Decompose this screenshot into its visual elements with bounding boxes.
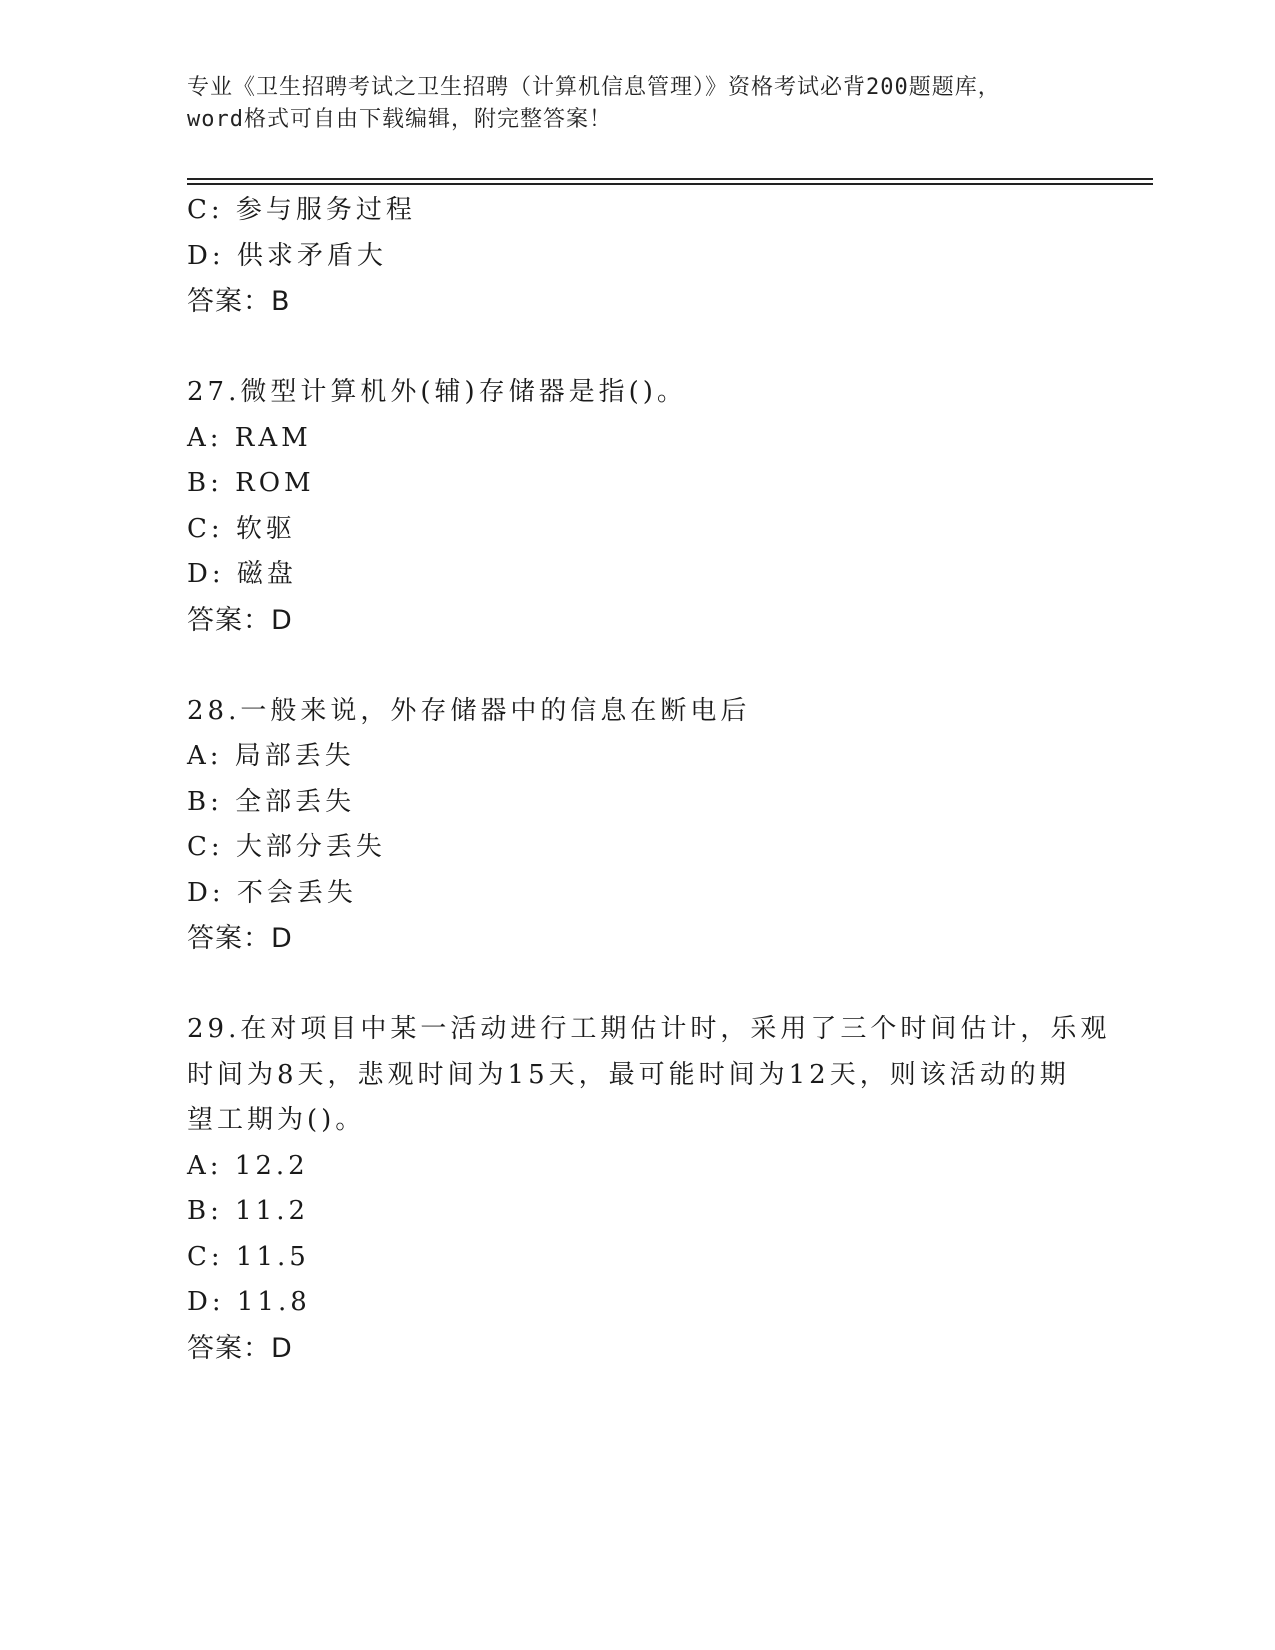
question-text-line1: 29.在对项目中某一活动进行工期估计时，采用了三个时间估计，乐观 bbox=[187, 1014, 1111, 1044]
option-b: B: 11.2 bbox=[187, 1196, 310, 1226]
header-divider-bottom bbox=[187, 183, 1153, 185]
question-28 bbox=[187, 689, 1087, 962]
option-b: B: 全部丢失 bbox=[187, 786, 356, 817]
option-d: D: 11.8 bbox=[187, 1287, 311, 1317]
question-27 bbox=[187, 370, 1087, 643]
question-26-tail bbox=[187, 188, 1087, 325]
header-title-line1: 专业《卫生招聘考试之卫生招聘（计算机信息管理）》资格考试必背200题题库， bbox=[187, 75, 1001, 100]
question-text: 28.一般来说，外存储器中的信息在断电后 bbox=[187, 695, 751, 726]
option-b: B: ROM bbox=[187, 468, 315, 498]
option-d: D: 供求矛盾大 bbox=[187, 240, 387, 271]
question-text-line2: 时间为8天，悲观时间为15天，最可能时间为12天，则该活动的期 bbox=[187, 1059, 1070, 1090]
document-header bbox=[187, 72, 1087, 136]
question-list bbox=[187, 188, 1111, 1371]
question-text: 27.微型计算机外(辅)存储器是指()。 bbox=[187, 377, 687, 407]
answer: 答案：D bbox=[187, 923, 293, 954]
option-c: C: 软驱 bbox=[187, 513, 296, 544]
question-spacer bbox=[187, 962, 1087, 1008]
option-a: A: 12.2 bbox=[187, 1150, 309, 1181]
question-29 bbox=[187, 1007, 1111, 1371]
header-divider-top bbox=[187, 178, 1153, 180]
answer: 答案：D bbox=[187, 1332, 293, 1364]
answer: 答案：B bbox=[187, 286, 291, 317]
question-spacer bbox=[187, 325, 1087, 371]
option-c: C: 大部分丢失 bbox=[187, 832, 386, 862]
option-a: A: 局部丢失 bbox=[187, 741, 355, 771]
header-title-line2: word格式可自由下载编辑，附完整答案！ bbox=[187, 107, 612, 132]
question-text-line3: 望工期为()。 bbox=[187, 1105, 366, 1135]
question-spacer bbox=[187, 643, 1087, 689]
option-d: D: 不会丢失 bbox=[187, 877, 357, 908]
option-c: C: 11.5 bbox=[187, 1241, 310, 1272]
answer: 答案：D bbox=[187, 604, 293, 636]
option-d: D: 磁盘 bbox=[187, 559, 297, 589]
option-a: A: RAM bbox=[187, 422, 312, 453]
option-c: C: 参与服务过程 bbox=[187, 195, 416, 225]
